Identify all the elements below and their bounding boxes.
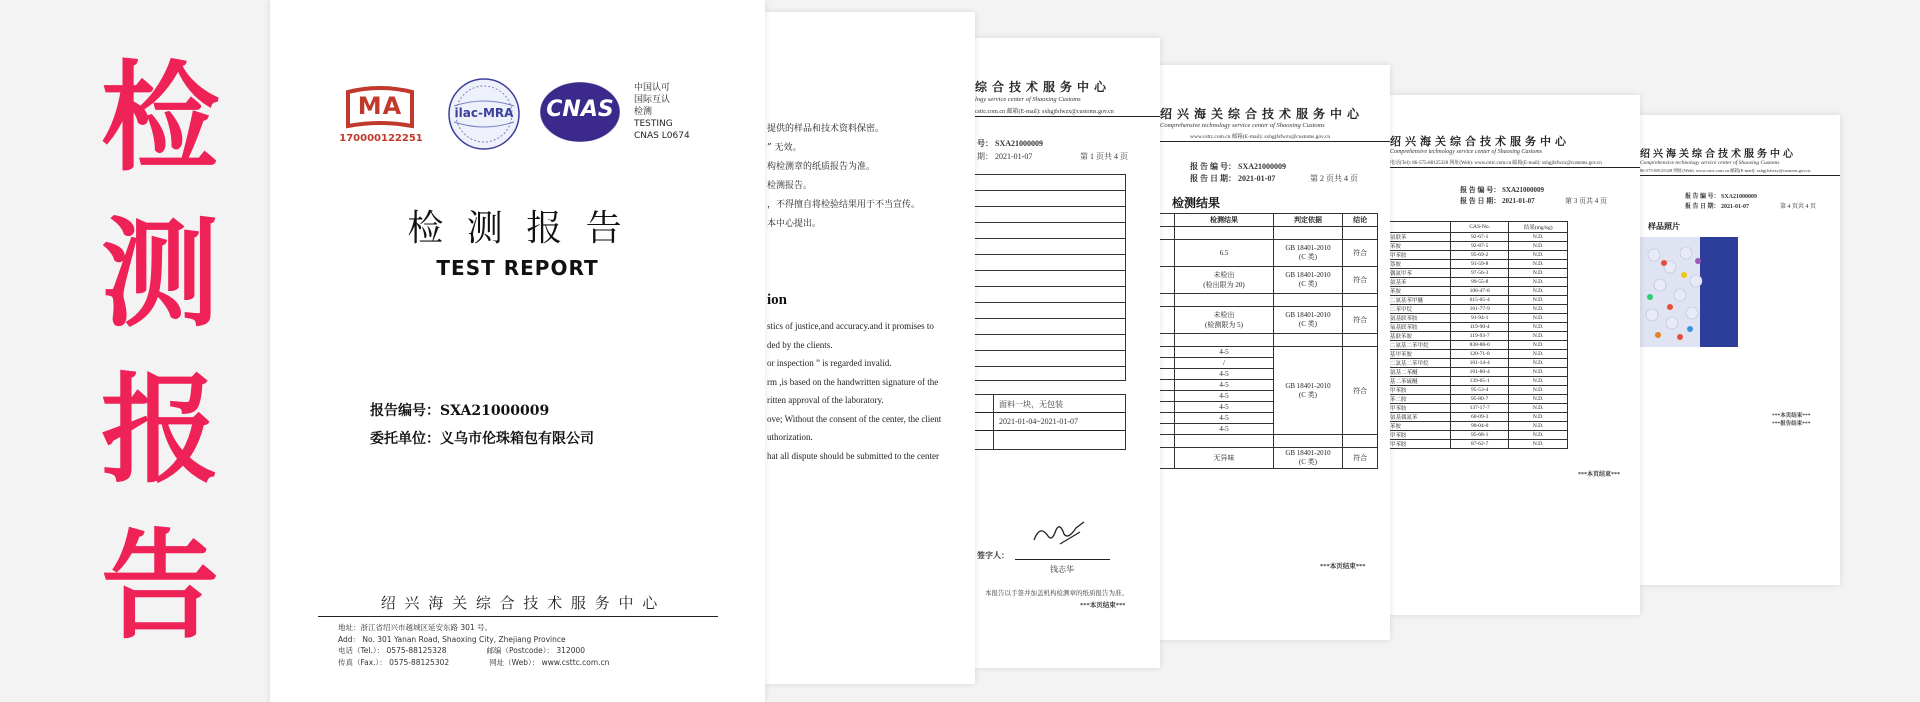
azo-cell: 95-53-4 (1450, 386, 1508, 395)
info-box-row-line (975, 430, 1125, 431)
results-cell: 符合 (1343, 307, 1378, 334)
declaration-en-line: ritten approval of the laboratory. (767, 395, 884, 405)
azo-row (1390, 251, 1568, 260)
accreditation-line: TESTING (634, 119, 673, 129)
report-number: SXA21000009 (1502, 186, 1545, 194)
accreditation-line: 检测 (634, 107, 653, 117)
azo-row (1390, 269, 1568, 278)
ilac-logo-text: ilac-MRA (454, 106, 514, 120)
results-cell (1160, 347, 1175, 358)
azo-row (1390, 323, 1568, 332)
accreditation-block (634, 82, 690, 142)
azo-cell: 92-87-5 (1450, 242, 1508, 251)
results-cell: GB 18401-2010 (C 类) (1273, 307, 1342, 334)
results-cell (1160, 402, 1175, 413)
declaration-cn-line: 构检测章的纸质报告为准。 (767, 162, 876, 172)
tel: 电话（Tel.）： 0575-88125328 (338, 646, 447, 655)
declaration-en-line: ove; Without the consent of the center, the client (767, 413, 942, 424)
azo-cell: N.D. (1509, 431, 1568, 440)
report-number-line (977, 138, 1043, 149)
info-grid (975, 174, 1126, 381)
azo-cell: 苯胺 (1390, 242, 1450, 251)
azo-cell: 苯胺 (1390, 287, 1450, 296)
declaration-en-line: uthorization. (767, 432, 813, 442)
results-cell (1160, 369, 1175, 380)
azo-cell: 119-90-4 (1450, 323, 1508, 332)
test-period: 2021-01-04~2021-01-07 (999, 417, 1078, 426)
postcode: 邮编（Postcode）： 312000 (486, 646, 586, 655)
report-title-en: TEST REPORT (436, 256, 599, 280)
odor-row (1160, 448, 1378, 469)
report-date-label: 报 告 日 期： (1460, 197, 1501, 205)
report-number-line (1190, 161, 1286, 172)
report-number-line (1685, 191, 1757, 200)
results-cell (1160, 435, 1175, 448)
azo-cell: N.D. (1509, 269, 1568, 278)
declaration-en (767, 317, 941, 465)
page-contact: www.csttc.com.cn 邮箱(E-mail): sxhgjfsfwzx@customs.gov.cn (1190, 134, 1331, 140)
azo-header-cell: 结果(mg/kg) (1509, 222, 1568, 233)
results-cell (1160, 307, 1175, 334)
results-row (1160, 307, 1378, 334)
azo-cell: 基联苯胺 (1390, 332, 1450, 341)
sample-photo (1640, 237, 1738, 347)
azo-header-cell: CAS-No. (1450, 222, 1508, 233)
report-number: SXA21000009 (1238, 162, 1287, 171)
results-spacer-row (1160, 227, 1378, 240)
info-box-col-line (993, 395, 994, 449)
azo-cell: N.D. (1509, 386, 1568, 395)
azo-cell: N.D. (1509, 242, 1568, 251)
page-contact: csttc.com.cn 邮箱(E-mail): sxhgjfsfwzx@customs.gov.cn (975, 109, 1114, 115)
page-contact: 86-575-88125328 网址(Web): www.csttc.com.cn 邮箱(E-mail): sxhgjfsfwzx@customs.gov.cn (1640, 168, 1811, 173)
side-title-char: 测 (100, 205, 219, 343)
azo-cell: 氨基偶氮苯 (1390, 413, 1450, 422)
page-subheader: Comprehensive technology service center of Shaoxing Customs (1160, 122, 1325, 129)
side-title-char: 告 (100, 517, 219, 655)
azo-cell: 615-05-4 (1450, 296, 1508, 305)
signer-name: 钱志华 (1050, 565, 1074, 574)
page-end-mark: ***本页结束*** (1772, 413, 1811, 419)
cma-number: 170000122251 (339, 133, 423, 144)
azo-cell: 二氯基二苯甲烷 (1390, 359, 1450, 368)
cnas-logo (538, 80, 622, 144)
grade-value: 4-5 (1175, 369, 1273, 380)
azo-cell: N.D. (1509, 413, 1568, 422)
azo-cell: N.D. (1509, 422, 1568, 431)
azo-row (1390, 377, 1568, 386)
grade-value: 4-5 (1175, 413, 1273, 424)
declaration-en-line: ded by the clients. (767, 339, 833, 350)
grade-value: 4-5 (1175, 402, 1273, 413)
report-note: 本报告以手签并加盖机构检测章的纸质报告为准。 (985, 590, 1128, 597)
odor-result: 无异味 (1175, 448, 1273, 469)
azo-cell: 60-09-3 (1450, 413, 1508, 422)
accreditation-line: CNAS L0674 (634, 131, 690, 141)
azo-row (1390, 242, 1568, 251)
results-cell (1343, 435, 1378, 448)
azo-cell: 基甲苯胺 (1390, 350, 1450, 359)
page-header: 绍兴海关综合技术服务中心 (1640, 149, 1796, 160)
declaration-cn-line: 本中心提出。 (767, 219, 822, 229)
report-date: 2021-01-07 (995, 152, 1033, 161)
grade-basis: GB 18401-2010 (C 类) (1273, 347, 1342, 435)
azo-cell: 90-04-0 (1450, 422, 1508, 431)
azo-row (1390, 431, 1568, 440)
cma-logo-text: MA (357, 92, 403, 120)
report-date-line (977, 151, 1032, 162)
azo-cell: 119-93-7 (1450, 332, 1508, 341)
cma-logo (340, 86, 420, 132)
azo-cell: 137-17-7 (1450, 404, 1508, 413)
contact-row-1 (338, 645, 609, 657)
azo-cell: N.D. (1509, 305, 1568, 314)
photo-label: 样品照片 (1648, 222, 1680, 231)
report-date-label: 报 告 日 期： (1685, 204, 1720, 210)
results-cell (1160, 448, 1175, 469)
results-row (1160, 240, 1378, 267)
side-title-char: 检 (100, 49, 219, 187)
declaration-cn-line: 检测报告。 (767, 181, 813, 191)
azo-row (1390, 278, 1568, 287)
report-date: 2021-01-07 (1721, 204, 1750, 210)
page-number: 第 2 页共 4 页 (1310, 174, 1358, 183)
odor-basis: GB 18401-2010 (C 类) (1273, 448, 1342, 469)
report-title-cn: 检 测 报 告 (407, 208, 628, 249)
signer-label: 签字人： (977, 551, 1009, 560)
azo-cell: N.D. (1509, 233, 1568, 242)
results-spacer-row (1160, 435, 1378, 448)
results-cell: GB 18401-2010 (C 类) (1273, 240, 1342, 267)
azo-cell: N.D. (1509, 368, 1568, 377)
azo-cell: 二苯甲烷 (1390, 305, 1450, 314)
grade-row (1160, 347, 1378, 358)
report-date-line (1460, 196, 1535, 206)
results-cell (1160, 358, 1175, 369)
results-cell: 符合 (1343, 267, 1378, 294)
azo-cell: 838-88-0 (1450, 341, 1508, 350)
page-header: 绍兴海关综合技术服务中心 (1390, 135, 1570, 148)
report-date-label: 报 告 日 期： (1190, 174, 1236, 183)
report-date-line (1685, 201, 1749, 210)
azo-cell: 95-68-1 (1450, 431, 1508, 440)
results-cell (1160, 413, 1175, 424)
web: 网址（Web）： www.csttc.com.cn (489, 657, 610, 667)
page-end-mark: ***本页结束*** (1320, 563, 1366, 570)
results-cell (1343, 227, 1378, 240)
azo-row (1390, 305, 1568, 314)
results-header-cell: 判定依据 (1273, 214, 1342, 227)
azo-cell: N.D. (1509, 287, 1568, 296)
azo-cell: N.D. (1509, 314, 1568, 323)
report-number-label: 报 告 编 号： (1190, 162, 1236, 171)
azo-table-body (1390, 233, 1568, 449)
report-number: SXA21000009 (995, 139, 1044, 148)
declaration-cn (767, 120, 920, 234)
report-number-line (370, 400, 549, 420)
azo-row (1390, 413, 1568, 422)
results-header-cell (1160, 214, 1175, 227)
results-cell: GB 18401-2010 (C 类) (1273, 267, 1342, 294)
azo-row (1390, 404, 1568, 413)
report-number-label: 报 告 编 号： (1685, 194, 1720, 200)
odor-conclusion: 符合 (1343, 448, 1378, 469)
results-cell (1160, 380, 1175, 391)
azo-row (1390, 287, 1568, 296)
side-title-char: 报 (100, 361, 219, 499)
declaration-cn-line: ” 无效。 (767, 143, 802, 153)
client-label: 委托单位： (370, 431, 440, 447)
results-spacer-row (1160, 294, 1378, 307)
grade-conclusion: 符合 (1343, 347, 1378, 435)
cnas-logo-text: CNAS (546, 97, 614, 122)
azo-cell: 氨基苯 (1390, 278, 1450, 287)
azo-header-row (1390, 222, 1568, 233)
azo-cell: 氨联苯 (1390, 233, 1450, 242)
results-cell (1160, 391, 1175, 402)
declaration-page (765, 12, 975, 684)
report-number-label: 号： (977, 139, 993, 148)
report-date: 2021-01-07 (1238, 174, 1276, 183)
grade-value: 4-5 (1175, 424, 1273, 435)
azo-cell: 甲苯胺 (1390, 440, 1450, 449)
azo-header-cell (1390, 222, 1450, 233)
results-cell (1175, 294, 1273, 307)
page-subheader: logy service center of Shaoxing Customs (975, 96, 1081, 103)
results-cell (1160, 294, 1175, 307)
page-subheader: Comprehensive technology service center of Shaoxing Customs (1640, 160, 1780, 166)
azo-cell: 95-69-2 (1450, 251, 1508, 260)
grade-value: / (1175, 358, 1273, 369)
azo-cell: 苯胺 (1390, 422, 1450, 431)
declaration-en-line: hat all dispute should be submitted to the center (767, 450, 939, 461)
cover-footer (338, 622, 609, 668)
azo-row (1390, 422, 1568, 431)
azo-cell: 氨基二苯醚 (1390, 368, 1450, 377)
azo-cell: N.D. (1509, 395, 1568, 404)
azo-cell: 101-77-9 (1450, 305, 1508, 314)
results-cell: 6.5 (1175, 240, 1273, 267)
azo-row (1390, 386, 1568, 395)
results-cell (1175, 227, 1273, 240)
accreditation-line: 中国认可 (634, 83, 671, 93)
azo-cell: 萘胺 (1390, 260, 1450, 269)
azo-cell: 甲苯胺 (1390, 404, 1450, 413)
azo-cell: 甲苯胺 (1390, 431, 1450, 440)
address-cn: 地址：浙江省绍兴市越城区延安东路 301 号。 (338, 623, 493, 632)
results-cell (1273, 334, 1342, 347)
azo-cell: 92-67-1 (1450, 233, 1508, 242)
page-number: 第 1 页共 4 页 (1080, 152, 1128, 161)
side-title (95, 40, 225, 664)
azo-cell: 97-56-3 (1450, 269, 1508, 278)
results-cell: 符合 (1343, 240, 1378, 267)
azo-cell: 甲苯胺 (1390, 251, 1450, 260)
declaration-en-line: stics of justice,and accuracy.and it promises to (767, 321, 934, 331)
grade-value: 4-5 (1175, 347, 1273, 358)
azo-cell: 91-59-8 (1450, 260, 1508, 269)
azo-cell: N.D. (1509, 323, 1568, 332)
azo-row (1390, 260, 1568, 269)
results-cell (1273, 294, 1342, 307)
azo-cell: N.D. (1509, 359, 1568, 368)
azo-cell: 99-55-8 (1450, 278, 1508, 287)
azo-cell: 二氨基二苯甲烷 (1390, 341, 1450, 350)
accreditation-line: 国际互认 (634, 95, 671, 105)
client-name: 义乌市伦珠箱包有限公司 (440, 431, 594, 447)
header-divider (1390, 167, 1640, 168)
results-cell (1160, 227, 1175, 240)
report-number-line (1460, 185, 1544, 195)
results-cell: 未检出 (检测限为 5) (1175, 307, 1273, 334)
azo-row (1390, 314, 1568, 323)
client-line (370, 428, 594, 448)
info-box (975, 394, 1126, 450)
azo-cell: N.D. (1509, 377, 1568, 386)
page-header: 绍兴海关综合技术服务中心 (1160, 107, 1365, 121)
results-heading: 检测结果 (1172, 196, 1221, 210)
results-header-cell: 结论 (1343, 214, 1378, 227)
azo-row (1390, 332, 1568, 341)
azo-row (1390, 341, 1568, 350)
azo-cell: 95-80-7 (1450, 395, 1508, 404)
declaration-en-line: or inspection ” is regarded invalid. (767, 358, 892, 368)
azo-table (1390, 221, 1568, 449)
address-en: Add： No. 301 Yanan Road, Shaoxing City, Zhejiang Province (338, 634, 566, 644)
report-number-label: 报 告 编 号： (1460, 186, 1501, 194)
results-cell: 未检出 (检出限为 20) (1175, 267, 1273, 294)
report-date: 2021-01-07 (1502, 197, 1535, 205)
page-number: 第 4 页共 4 页 (1780, 204, 1817, 210)
page-subheader: Comprehensive technology service center of Shaoxing Customs (1390, 149, 1543, 155)
report-cover-page (270, 0, 765, 702)
sample-photo-page (1640, 115, 1840, 585)
azo-cell: 101-80-4 (1450, 368, 1508, 377)
azo-cell: 87-62-7 (1450, 440, 1508, 449)
results-header-cell: 检测结果 (1175, 214, 1273, 227)
results-spacer-row (1160, 334, 1378, 347)
page-number: 第 3 页共 4 页 (1565, 197, 1607, 205)
info-box-row-line (975, 412, 1125, 413)
report-end-mark: ***报告结束*** (1772, 421, 1811, 427)
handwritten-signature (1030, 518, 1090, 548)
azo-cell: 氨基联苯胺 (1390, 314, 1450, 323)
azo-row (1390, 359, 1568, 368)
azo-results-page (1390, 95, 1640, 615)
report-number: SXA21000009 (440, 403, 550, 419)
results-cell (1343, 334, 1378, 347)
azo-cell: N.D. (1509, 260, 1568, 269)
azo-cell: 甲苯胺 (1390, 386, 1450, 395)
azo-row (1390, 440, 1568, 449)
footer-divider (318, 616, 718, 617)
azo-cell: 二氨基苯甲醚 (1390, 296, 1450, 305)
results-header-row (1160, 214, 1378, 227)
results-cell (1273, 435, 1342, 448)
results-cell (1175, 435, 1273, 448)
results-cell (1160, 424, 1175, 435)
azo-cell: N.D. (1509, 341, 1568, 350)
azo-cell: N.D. (1509, 350, 1568, 359)
azo-cell: N.D. (1509, 404, 1568, 413)
declaration-cn-line: ，不得擅自将检验结果用于不当宣传。 (767, 200, 921, 210)
report-number-label: 报告编号： (370, 403, 440, 419)
report-info-page (975, 38, 1160, 668)
header-divider (1160, 141, 1390, 142)
grade-value: 4-5 (1175, 391, 1273, 402)
ilac-mra-logo (446, 76, 522, 152)
fax: 传真（Fax.）： 0575-88125302 (338, 657, 450, 667)
azo-cell: N.D. (1509, 440, 1568, 449)
azo-cell: N.D. (1509, 278, 1568, 287)
azo-cell: N.D. (1509, 332, 1568, 341)
azo-cell: 偶氮甲苯 (1390, 269, 1450, 278)
azo-cell: 氧基联苯胺 (1390, 323, 1450, 332)
header-divider (1640, 175, 1840, 176)
results-cell (1160, 267, 1175, 294)
results-row (1160, 267, 1378, 294)
header-divider (975, 116, 1160, 117)
azo-cell: 苯二胺 (1390, 395, 1450, 404)
azo-cell: 139-65-1 (1450, 377, 1508, 386)
azo-cell: N.D. (1509, 251, 1568, 260)
page-end-mark: ***本页结束*** (1080, 602, 1126, 609)
page-header: 综合技术服务中心 (975, 80, 1112, 94)
signature-line (1015, 559, 1110, 560)
azo-cell: N.D. (1509, 296, 1568, 305)
page-end-mark: ***本页结束*** (1578, 472, 1621, 478)
results-cell (1175, 334, 1273, 347)
azo-cell: 91-94-1 (1450, 314, 1508, 323)
results-table (1160, 213, 1378, 469)
results-cell (1343, 294, 1378, 307)
declaration-en-line: rm ,is based on the handwritten signature of the (767, 376, 939, 387)
azo-cell: 120-71-8 (1450, 350, 1508, 359)
azo-row (1390, 296, 1568, 305)
azo-row (1390, 368, 1568, 377)
test-results-page (1160, 65, 1390, 640)
results-cell (1160, 240, 1175, 267)
page-contact: 电话(Tel): 86-575-88125328 网址(Web): www.csttc.com.cn 邮箱(E-mail): sxhgjfsfwzx@customs.gov.cn (1390, 161, 1602, 166)
contact-row-2 (338, 657, 609, 669)
results-cell (1273, 227, 1342, 240)
sample-description: 面料一块，无包装 (999, 400, 1063, 409)
report-number: SXA21000009 (1721, 194, 1758, 200)
azo-cell: 基二苯硫醚 (1390, 377, 1450, 386)
grade-value: 4-5 (1175, 380, 1273, 391)
report-date-line (1190, 173, 1275, 184)
results-cell (1160, 334, 1175, 347)
declaration-cn-line: 提供的样品和技术资料保密。 (767, 124, 885, 134)
declaration-heading: ion (767, 292, 788, 308)
azo-row (1390, 350, 1568, 359)
azo-cell: 101-14-4 (1450, 359, 1508, 368)
azo-cell: 106-47-8 (1450, 287, 1508, 296)
azo-row (1390, 395, 1568, 404)
center-name: 绍 兴 海 关 综 合 技 术 服 务 中 心 (380, 594, 660, 612)
report-date-label: 期： (977, 152, 993, 161)
azo-row (1390, 233, 1568, 242)
